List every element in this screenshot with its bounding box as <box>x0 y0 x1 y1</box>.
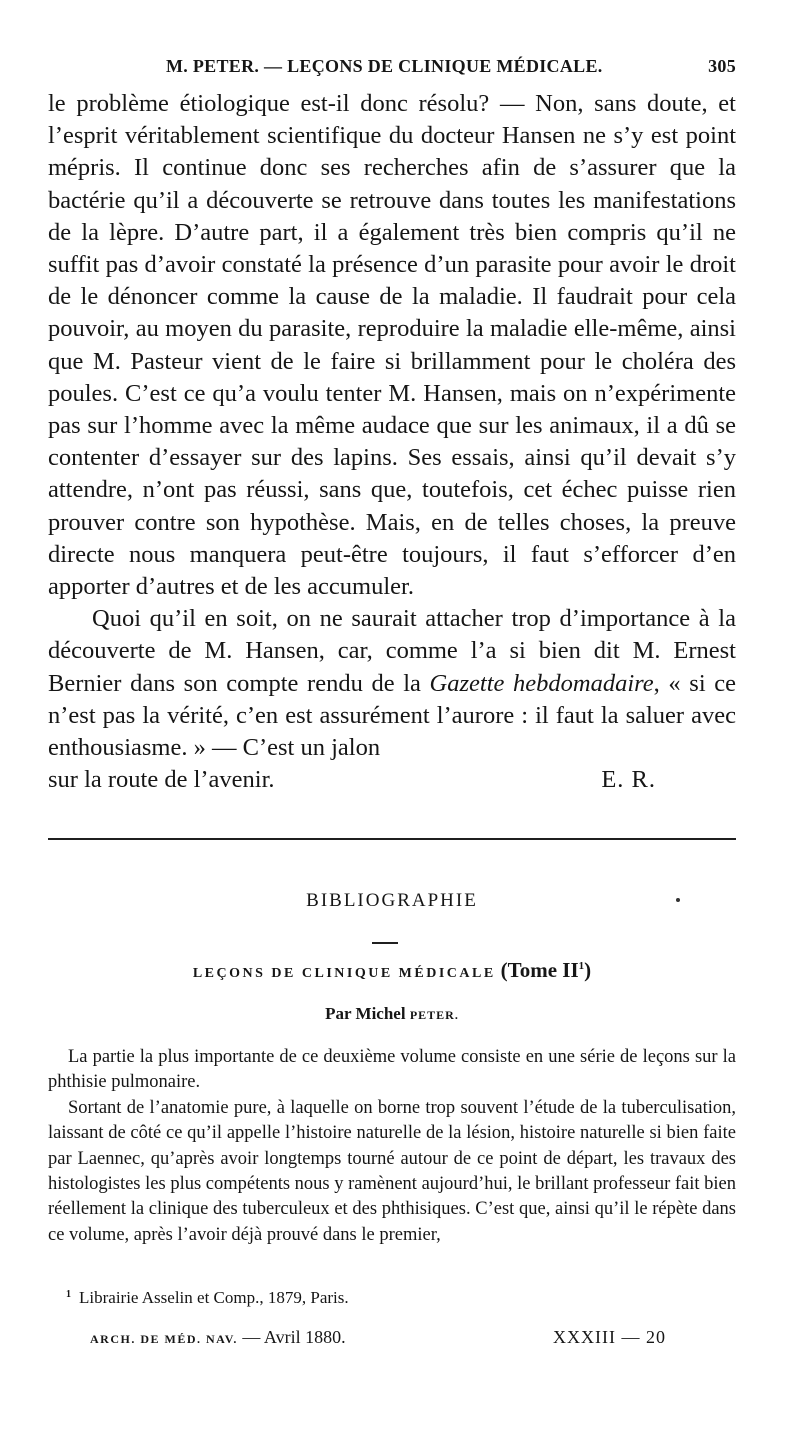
footer-citation <box>90 1327 346 1348</box>
author-surname: PETER. <box>409 1008 459 1022</box>
review-paragraph-2: Sortant de l’anatomie pure, à laquelle on borne trop souvent l’étude de la tuberculisation, laissant de côté ce qu’il appelle l’histoire naturelle de la lésion, histoire naturelle si bien faite par Laennec, qu’après avoir longtemps tourné autour de ce point de départ, les travaux des histologistes les plus compétents nous y ramènent aujourd’hui, le brillant professeur fait bien réellement la clinique des tuberculeux et des phthisiques. C’est que, ainsi qu’il le répète dans ce volume, après l’avoir déjà prouvé dans le premier, <box>48 1097 736 1245</box>
book-author <box>48 1004 736 1024</box>
article-paragraph-2 <box>48 603 736 764</box>
running-head-title: M. PETER. — LEÇONS DE CLINIQUE MÉDICALE. <box>166 56 603 76</box>
page-number: 305 <box>708 56 736 76</box>
review-body <box>48 1045 736 1248</box>
article-last-line: sur la route de l’avenir. <box>48 766 275 794</box>
book-tome-close: ) <box>584 958 592 982</box>
review-paragraph-1: La partie la plus importante de ce deuxième volume consiste en une série de leçons sur la phthisie pulmonaire. <box>48 1047 736 1093</box>
book-tome: (Tome II <box>500 958 579 982</box>
section-divider <box>48 838 736 840</box>
article-paragraph-2-quote: , « si ce n’est pas la vérité, c’en est assurément l’aurore : il faut la saluer avec enthousiasme. » — C’est un jalon <box>48 669 737 762</box>
footer-journal: ARCH. DE MÉD. NAV. <box>90 1332 238 1346</box>
article-closing-line <box>48 764 736 796</box>
author-prefix: Par Michel <box>325 1004 410 1023</box>
article-signature: E. R. <box>601 766 656 794</box>
footnote <box>66 1288 726 1308</box>
article-paragraph-2-text: Quoi qu’il en soit, on ne saurait attacher trop d’importance à la découverte de M. Hansen, car, comme l’a si bien dit M. Ernest Bernier dans son compte rendu de la <box>48 605 736 697</box>
footer-date: — Avril 1880. <box>237 1327 346 1347</box>
footer-signature-mark: XXXIII — 20 <box>553 1327 666 1347</box>
journal-title-italic: Gazette hebdomadaire <box>429 669 654 697</box>
book-footnote-ref: 1 <box>578 960 585 972</box>
footnote-marker: 1 <box>66 1289 71 1300</box>
book-title <box>48 958 736 983</box>
book-title-caps: LEÇONS DE CLINIQUE MÉDICALE <box>192 966 496 981</box>
footnote-text: Librairie Asselin et Comp., 1879, Paris. <box>79 1288 349 1307</box>
bibliography-heading: BIBLIOGRAPHIE <box>306 890 478 911</box>
heading-short-rule <box>372 942 398 944</box>
stray-dot <box>676 898 680 902</box>
article-paragraph-1: le problème étiologique est-il donc résolu? — Non, sans doute, et l’esprit véritablement scientifique du docteur Hansen ne s’y est point mépris. Il continue donc ses recherches afin de s’assurer que la bactérie qu’il a découverte se retrouve dans toutes les manifestations de la lèpre. D’autre part, il a également très bien compris qu’il ne suffit pas d’avoir constaté la présence d’un parasite pour avoir le droit de le dénoncer comme la cause de la maladie. Il faudrait pour cela pouvoir, au moyen du parasite, reproduire la maladie elle-même, ainsi que M. Pasteur vient de le faire si brillamment pour le choléra des poules. C’est ce qu’a voulu tenter M. Hansen, mais on n’expérimente pas sur l’homme avec la même audace que sur les animaux, il a dû se contenter d’essayer sur des lapins. Ses essais, ainsi qu’il devait s’y attendre, n’ont pas réussi, sans que, toutefois, cet échec puisse rien prouver contre son hypothèse. Mais, en de telles choses, la preuve directe nous manquera peut-être toujours, il faut s’efforcer d’en apporter d’autres et de les accumuler. <box>48 90 736 601</box>
article-body <box>48 88 736 796</box>
